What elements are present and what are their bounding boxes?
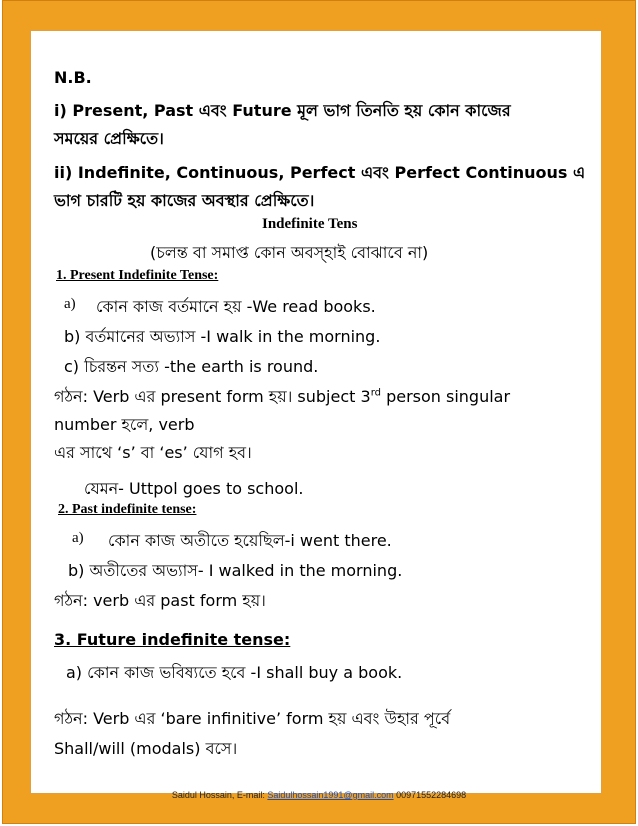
note-line-1a: i) Present, Past এবং Future মূল ভাগ তিনতি হয় কোন কাজের — [54, 101, 511, 120]
present-form-line-2: number হলে, verb — [54, 415, 195, 434]
footer-phone: 00971552284698 — [393, 790, 467, 800]
footer-author: Saidul Hossain, E-mail: — [171, 790, 268, 800]
present-form-line-3: এর সাথে ‘s’ বা ‘es’ যোগ হব। — [54, 443, 252, 462]
future-form-line-2: Shall/will (modals) বসে। — [54, 739, 238, 758]
future-a-text: a) কোন কাজ ভবিষ্যতে হবে -I shall buy a book. — [66, 663, 403, 682]
footer — [0, 790, 638, 800]
section-title: Indefinite Tens — [262, 216, 358, 232]
note-title: N.B. — [54, 68, 92, 87]
present-a-text: কোন কাজ বর্তমানে হয় -We read books. — [96, 297, 376, 316]
past-a-label: a) — [72, 530, 84, 546]
present-c-text: c) চিরন্তন সত্য -the earth is round. — [64, 357, 319, 376]
future-heading: 3. Future indefinite tense: — [54, 630, 291, 649]
past-form: গঠন: verb এর past form হয়। — [54, 591, 266, 610]
section-subtitle: (চলন্ত বা সমাপ্ত কোন অবস্হাই বোঝাবে না) — [150, 243, 429, 262]
present-example: যেমন- Uttpol goes to school. — [84, 479, 304, 498]
past-heading: 2. Past indefinite tense: — [58, 502, 197, 517]
future-form-line-1: গঠন: Verb এর ‘bare infinitive’ form হয় এবং উহার পূর্বে — [54, 709, 451, 728]
past-a-text: কোন কাজ অতীতে হয়েছিল-i went there. — [108, 531, 392, 550]
present-heading: 1. Present Indefinite Tense: — [56, 268, 219, 283]
footer-email-link[interactable]: Saidulhossain1991@gmail.com — [267, 790, 394, 800]
present-form-line-1: গঠন: Verb এর present form হয়। subject 3rd person singular — [54, 387, 511, 406]
note-line-2b: ভাগ চারটি হয় কাজের অবস্থার প্রেক্ষিতে। — [54, 191, 315, 210]
past-b-text: b) অতীতের অভ্যাস- I walked in the morning. — [68, 561, 403, 580]
present-a-label: a) — [64, 296, 76, 312]
note-line-2a: ii) Indefinite, Continuous, Perfect এবং Perfect Continuous এ — [54, 163, 586, 182]
present-b-text: b) বর্তমানের অভ্যাস -I walk in the morning. — [64, 327, 381, 346]
note-line-1b: সময়ের প্রেক্ষিতে। — [54, 129, 164, 148]
